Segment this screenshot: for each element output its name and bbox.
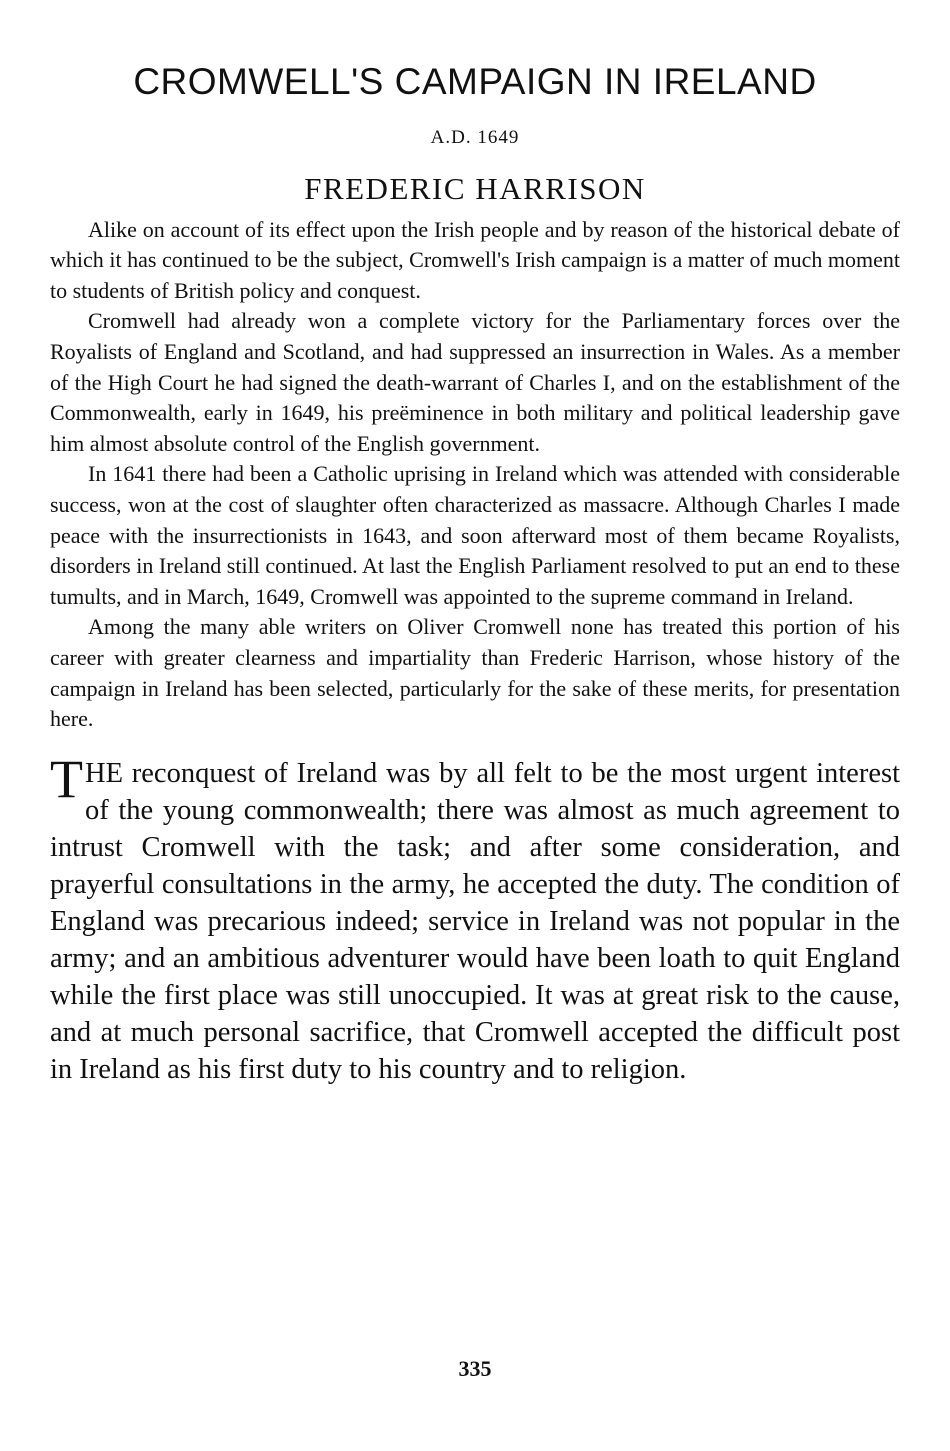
main-paragraph	[50, 748, 900, 1088]
chapter-author: FREDERIC HARRISON	[304, 170, 646, 206]
intro-paragraph: Alike on account of its effect upon the Irish people and by reason of the historical debate of which it has continued to be the subject, Cromwell's Irish campaign is a matter of much moment to students of British policy and conquest.	[50, 216, 900, 303]
intro-paragraph: Cromwell had already won a complete victory for the Parliamentary forces over the Royalists of England and Scotland, and had suppressed an insurrection in Wales. As a member of the High Court he had signed the death-warrant of Charles I, and on the establishment of the Commonwealth, early in 1649, his preëminence in both military and political leadership gave him almost absolute control of the English government.	[50, 308, 900, 456]
intro-paragraph: Among the many able writers on Oliver Cromwell none has treated this portion of his career with greater clearness and impartiality than Frederic Harrison, whose history of the campaign in Ireland has been selected, particularly for the sake of these merits, for presentation here.	[50, 614, 900, 732]
drop-cap: T	[50, 748, 83, 809]
main-paragraph-text: HE reconquest of Ireland was by all felt to be the most urgent interest of the young commonwealth; there was almost as much agreement to intrust Cromwell with the task; and after some consideration, and prayerful consultations in the army, he accepted the duty. The condition of England was precarious indeed; service in Ireland was not popular in the army; and an ambitious adventurer would have been loath to quit England while the first place was still unoccupied. It was at great risk to the cause, and at much personal sacrifice, that Cromwell accepted the difficult post in Ireland as his first duty to his country and to religion.	[50, 757, 900, 1085]
chapter-title: CROMWELL'S CAMPAIGN IN IRELAND	[133, 61, 817, 102]
main-text	[50, 748, 900, 1088]
intro-paragraph: In 1641 there had been a Catholic uprising in Ireland which was attended with considerable success, won at the cost of slaughter often characterized as massacre. Although Charles I made peace with the insurrectionists in 1643, and soon afterward most of them became Royalists, disorders in Ireland still continued. At last the English Parliament resolved to put an end to these tumults, and in March, 1649, Cromwell was appointed to the supreme command in Ireland.	[50, 461, 900, 609]
editorial-introduction	[50, 215, 900, 735]
chapter-date: A.D. 1649	[430, 126, 520, 148]
page-number: 335	[458, 1356, 492, 1381]
